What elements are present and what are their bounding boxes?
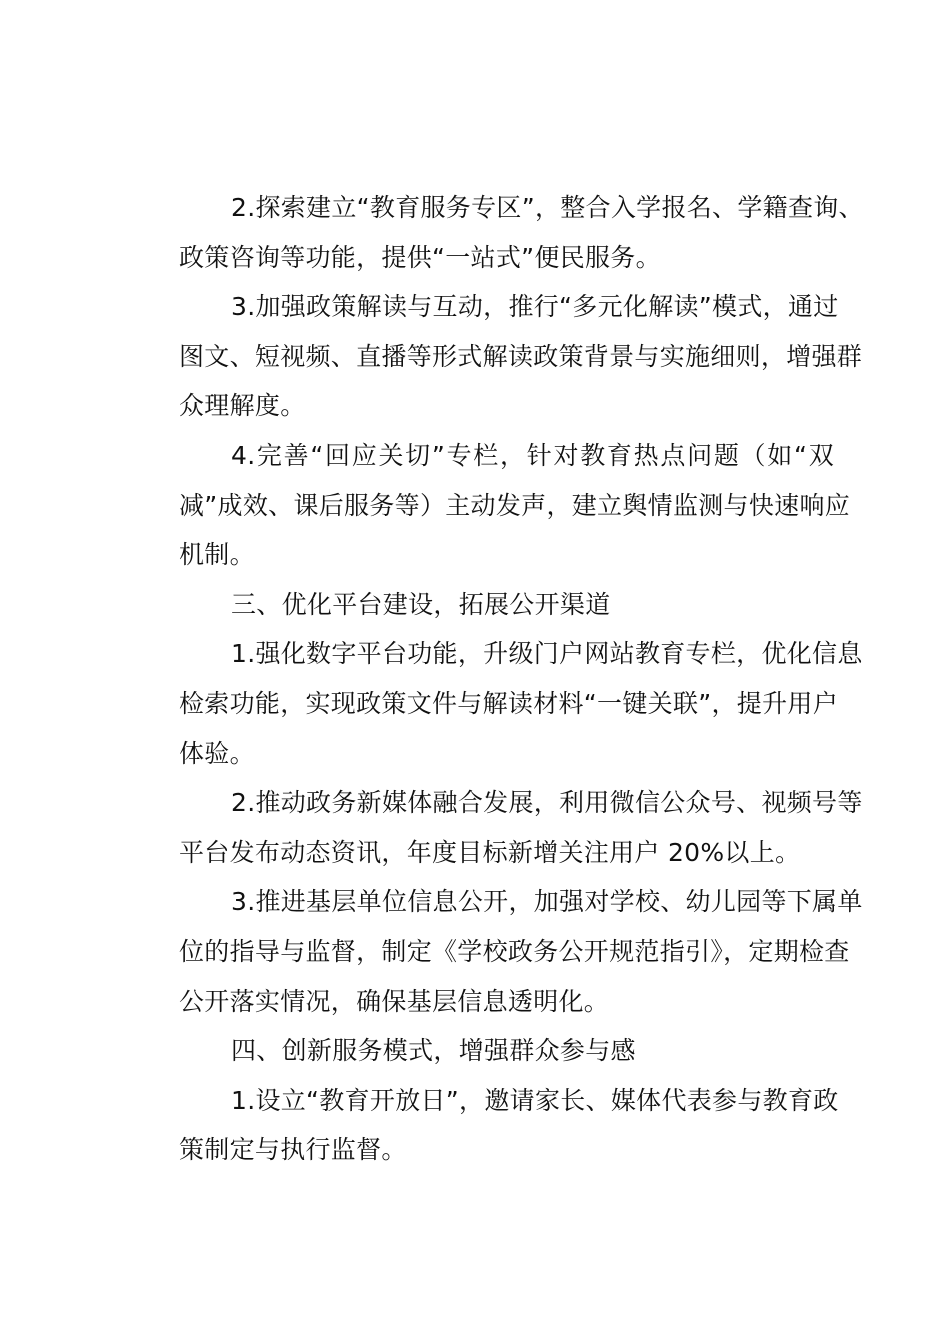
text-line: 策制定与执行监督。 [179, 1135, 407, 1165]
text-line: 公开落实情况，确保基层信息透明化。 [179, 986, 610, 1016]
heading-text: 三、优化平台建设，拓展公开渠道 [231, 589, 611, 619]
item-3-policy-interpretation [127, 282, 863, 431]
item-4-respond-concerns [127, 431, 851, 580]
text-line: 图文、短视频、直播等形式解读政策背景与实施细则，增强群 [179, 341, 863, 371]
section-heading-three [127, 580, 834, 630]
text-line: 众理解度。 [179, 391, 306, 421]
item-1-open-day [127, 1076, 839, 1175]
text-line: 减”成效、课后服务等）主动发声，建立舆情监测与快速响应 [179, 490, 851, 520]
item-3-grassroots-disclosure [127, 877, 863, 1026]
text-line: 3.加强政策解读与互动，推行“多元化解读”模式，通过 [231, 292, 839, 322]
document-body [127, 183, 864, 1175]
heading-text: 四、创新服务模式，增强群众参与感 [231, 1036, 636, 1066]
text-line: 4.完善“回应关切”专栏，针对教育热点问题（如“双 [231, 440, 834, 470]
text-line: 2.探索建立“教育服务专区”，整合入学报名、学籍查询、 [231, 193, 864, 222]
text-line: 位的指导与监督，制定《学校政务公开规范指引》，定期检查 [179, 936, 850, 966]
text-line: 2.推动政务新媒体融合发展，利用微信公众号、视频号等 [231, 788, 863, 818]
text-line: 3.推进基层单位信息公开，加强对学校、幼儿园等下属单 [231, 887, 863, 917]
item-1-digital-platform [127, 629, 863, 778]
text-line: 1.设立“教育开放日”，邀请家长、媒体代表参与教育政 [231, 1085, 839, 1115]
text-line: 1.强化数字平台功能，升级门户网站教育专栏，优化信息 [231, 639, 863, 669]
text-line: 政策咨询等功能，提供“一站式”便民服务。 [179, 242, 661, 272]
text-line: 平台发布动态资讯，年度目标新增关注用户 20%以上。 [179, 837, 801, 867]
text-line: 检索功能，实现政策文件与解读材料“一键关联”，提升用户 [179, 688, 839, 718]
item-2-education-service-zone [127, 183, 864, 282]
text-line: 体验。 [179, 738, 255, 768]
text-line: 机制。 [179, 540, 255, 570]
item-2-new-media [127, 778, 863, 877]
section-heading-four [127, 1026, 834, 1076]
